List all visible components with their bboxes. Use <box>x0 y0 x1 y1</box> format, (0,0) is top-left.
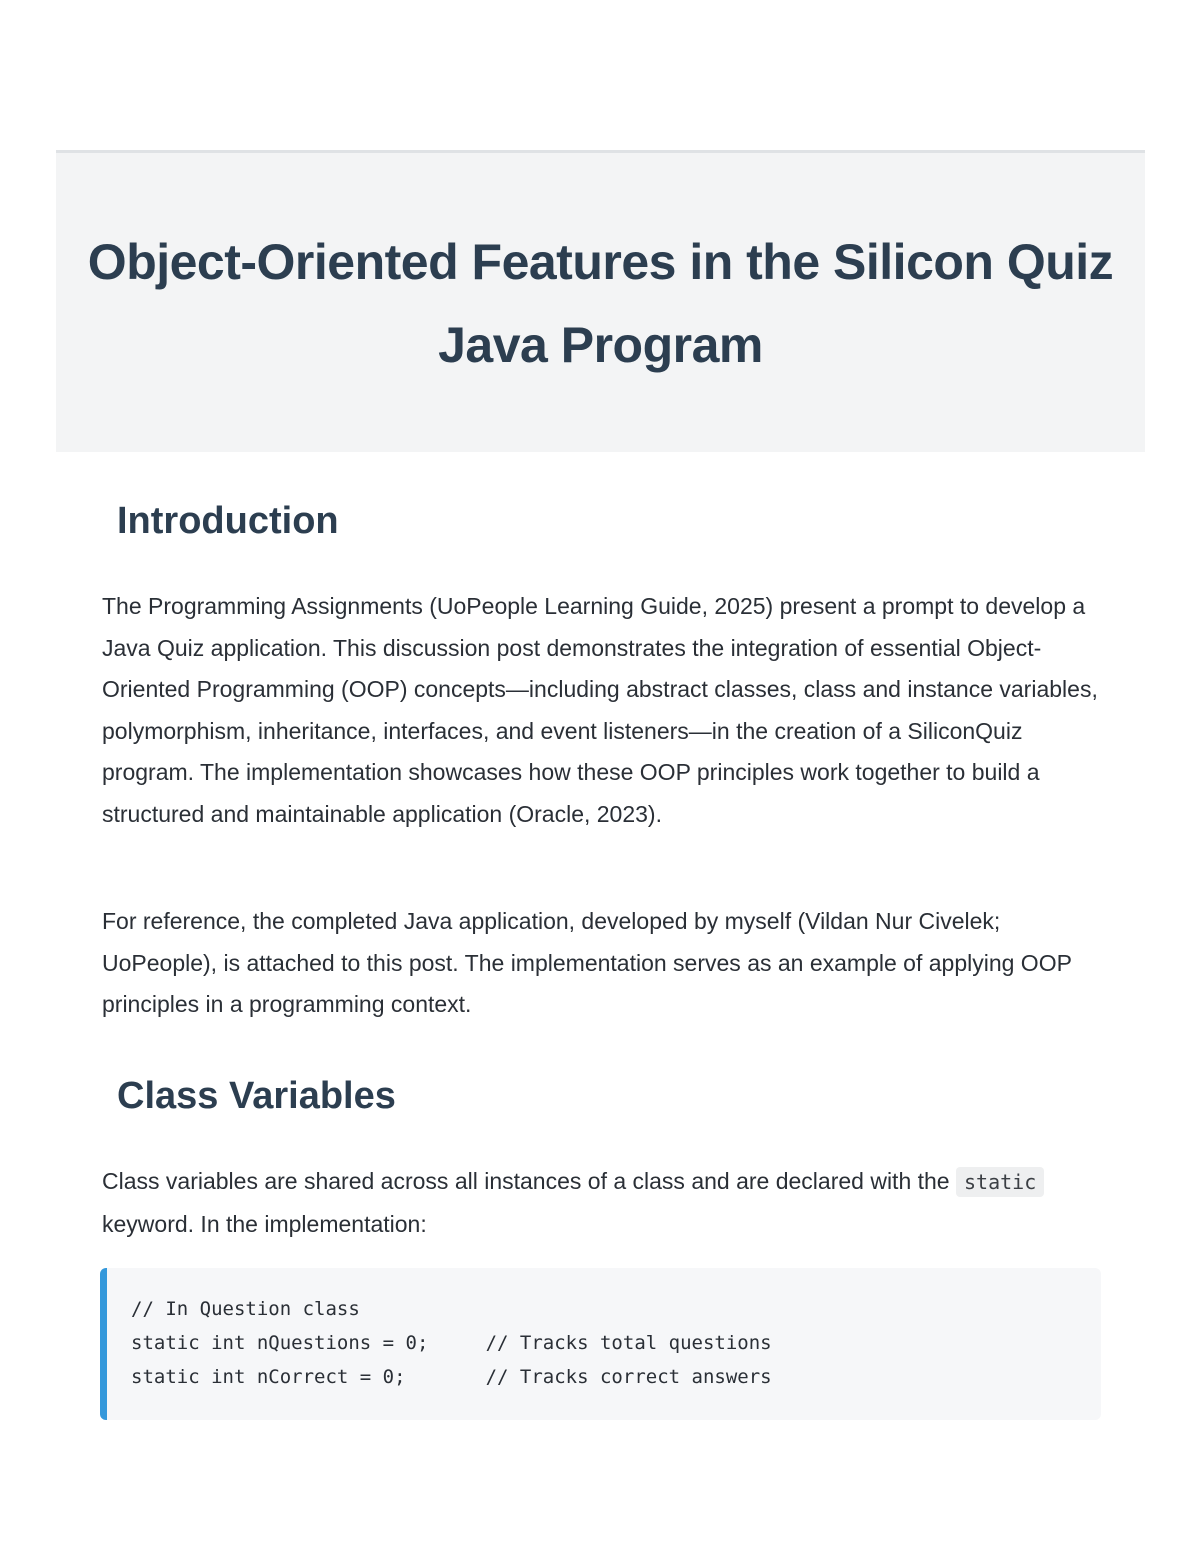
intro-paragraph-1: The Programming Assignments (UoPeople Learning Guide, 2025) present a prompt to develop a Java Quiz application. This discussion post demonstrates the integration of essential Object-Oriented Programming (OOP) concepts—including abstract classes, class and instance variables, polymorphism, inheritance, interfaces, and event listeners—in the creation of a SiliconQuiz program. The implementation showcases how these OOP principles work together to build a structured and maintainable application (Oracle, 2023). <box>102 593 1098 827</box>
title-banner <box>56 150 1145 452</box>
paragraph-text-before: Class variables are shared across all instances of a class and are declared with the <box>102 1168 950 1194</box>
section-heading-introduction: Introduction <box>117 500 339 542</box>
section-heading-class-variables: Class Variables <box>117 1075 396 1117</box>
code-line-nquestions: static int nQuestions = 0; // Tracks total questions <box>131 1332 772 1354</box>
code-block <box>100 1268 1101 1420</box>
class-variables-paragraph <box>102 1161 1112 1245</box>
intro-paragraph-2: For reference, the completed Java application, developed by myself (Vildan Nur Civelek; UoPeople), is attached to this post. The implementation serves as an example of applying OOP principles in a programming context. <box>102 908 1072 1017</box>
code-line-ncorrect: static int nCorrect = 0; // Tracks correct answers <box>131 1366 772 1388</box>
inline-code-static: static <box>956 1167 1044 1197</box>
paragraph-text-after: keyword. In the implementation: <box>102 1210 427 1237</box>
page-title: Object-Oriented Features in the Silicon Quiz Java Program <box>87 234 1114 373</box>
code-line-comment: // In Question class <box>131 1298 360 1320</box>
